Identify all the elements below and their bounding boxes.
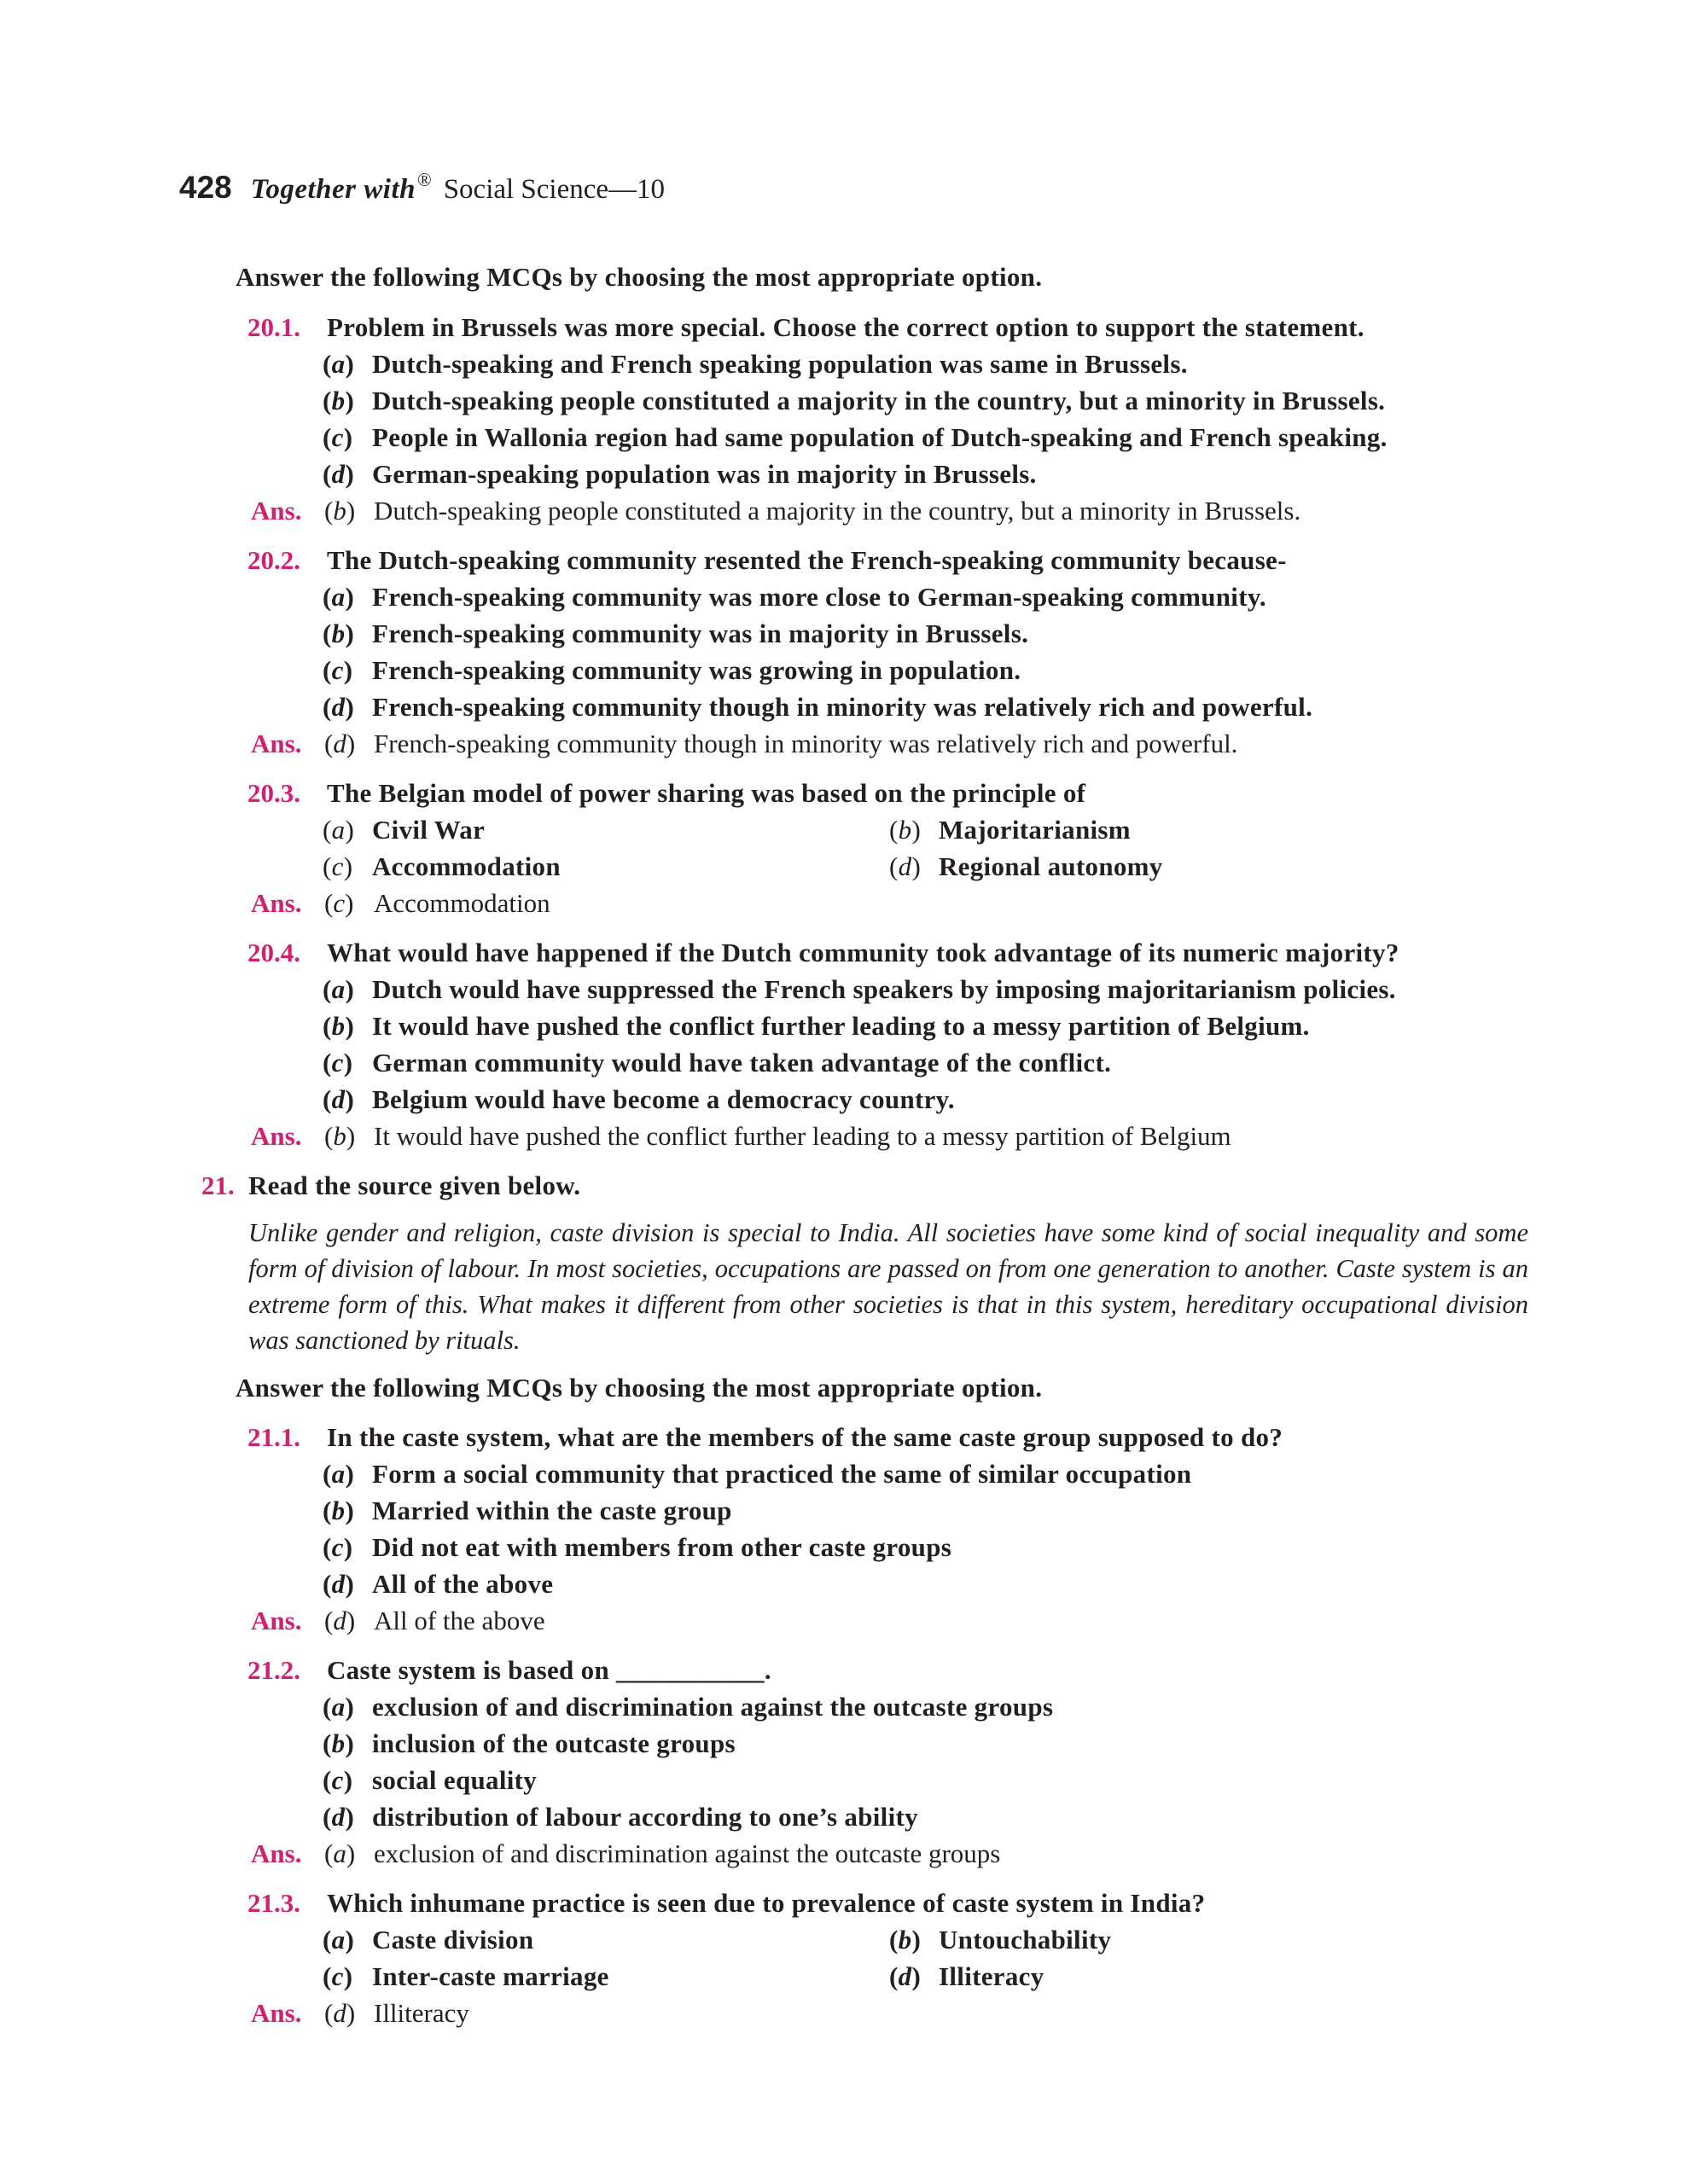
question-number: 21.2.	[247, 1655, 300, 1685]
option: (b) French-speaking community was in majority in Brussels.	[323, 619, 1029, 648]
question-text: Caste system is based on ___________.	[327, 1655, 771, 1685]
option: (c) People in Wallonia region had same population of Dutch-speaking and French speaking.	[323, 422, 1388, 452]
option: (d) Illiteracy	[889, 1961, 1044, 1991]
question-text: Problem in Brussels was more special. Choose the correct option to support the statement.	[327, 312, 1364, 342]
question-text: Read the source given below.	[248, 1170, 581, 1200]
source-passage: Unlike gender and religion, caste division is special to India. All societies have some kind of social inequality and some form of division of labour. In most societies, occupations are passed on from one generation to another. Caste system is an extreme form of this. What makes it different from other societies is that in this system, hereditary occupational division was sanctioned by rituals.	[248, 1218, 1528, 1355]
option: (d) All of the above	[323, 1569, 554, 1599]
question-number: 20.3.	[247, 778, 300, 808]
answer: Ans. (c) Accommodation	[251, 888, 550, 918]
option: (d) Belgium would have become a democracy country.	[323, 1084, 955, 1114]
page-header	[179, 169, 665, 220]
question-text: The Belgian model of power sharing was based on the principle of	[327, 778, 1086, 808]
subject-title: Social Science—10	[443, 174, 666, 205]
option: (b) Dutch-speaking people constituted a majority in the country, but a minority in Brussels.	[323, 386, 1386, 415]
brand-title: Together with	[250, 174, 416, 205]
option: (c) French-speaking community was growing in population.	[323, 655, 1021, 685]
question-number: 21.3.	[247, 1888, 300, 1918]
question-text: Which inhumane practice is seen due to prevalence of caste system in India?	[327, 1888, 1206, 1918]
question-number: 20.1.	[247, 312, 300, 342]
option: (a) exclusion of and discrimination against the outcaste groups	[323, 1692, 1054, 1722]
question	[247, 1420, 300, 1455]
question-number: 21.1.	[247, 1422, 300, 1452]
instruction: Answer the following MCQs by choosing the most appropriate option.	[236, 262, 1043, 292]
question-text: The Dutch-speaking community resented the French-speaking community because-	[327, 545, 1287, 575]
option: (a) Dutch-speaking and French speaking population was same in Brussels.	[323, 349, 1188, 379]
answer: Ans. (b) Dutch-speaking people constituted a majority in the country, but a minority in Brussels.	[251, 496, 1301, 526]
option: (b) Majoritarianism	[889, 815, 1131, 845]
answer: Ans. (a) exclusion of and discrimination against the outcaste groups	[251, 1838, 1001, 1868]
question-number: 20.4.	[247, 938, 300, 967]
option: (a) Caste division	[323, 1925, 534, 1955]
option: (b) Untouchability	[889, 1925, 1112, 1955]
question	[247, 776, 300, 810]
option: (a) Dutch would have suppressed the French speakers by imposing majoritarianism policies.	[323, 974, 1396, 1004]
option: (a) French-speaking community was more close to German-speaking community.	[323, 582, 1266, 612]
instruction: Answer the following MCQs by choosing the most appropriate option.	[236, 1373, 1043, 1403]
option: (b) Married within the caste group	[323, 1496, 732, 1525]
question-number: 20.2.	[247, 545, 300, 575]
option: (b) inclusion of the outcaste groups	[323, 1728, 736, 1758]
option: (d) distribution of labour according to one’s ability	[323, 1802, 918, 1832]
option: (a) Form a social community that practiced the same of similar occupation	[323, 1459, 1192, 1489]
option: (d) German-speaking population was in majority in Brussels.	[323, 459, 1037, 489]
option: (c) Did not eat with members from other caste groups	[323, 1532, 952, 1562]
answer: Ans. (d) Illiteracy	[251, 1998, 469, 2028]
question	[247, 543, 300, 578]
option: (c) Inter-caste marriage	[323, 1961, 609, 1991]
question-text: What would have happened if the Dutch community took advantage of its numeric majority?	[327, 938, 1399, 967]
option: (d) Regional autonomy	[889, 851, 1163, 881]
question	[247, 1886, 300, 1920]
option: (b) It would have pushed the conflict further leading to a messy partition of Belgium.	[323, 1011, 1310, 1041]
question-text: In the caste system, what are the members of the same caste group supposed to do?	[327, 1422, 1283, 1452]
question-number: 21.	[201, 1170, 235, 1200]
option: (a) Civil War	[323, 815, 486, 845]
answer: Ans. (d) All of the above	[251, 1606, 545, 1635]
option: (c) social equality	[323, 1765, 538, 1795]
option: (d) French-speaking community though in minority was relatively rich and powerful.	[323, 692, 1313, 722]
question	[247, 1653, 300, 1687]
answer: Ans. (b) It would have pushed the conflict further leading to a messy partition of Belgium	[251, 1121, 1231, 1151]
question	[247, 936, 300, 970]
option: (c) Accommodation	[323, 851, 561, 881]
page-number: 428	[179, 170, 232, 205]
registered-mark: ®	[416, 169, 432, 190]
answer: Ans. (d) French-speaking community though in minority was relatively rich and powerful.	[251, 729, 1238, 758]
option: (c) German community would have taken advantage of the conflict.	[323, 1048, 1112, 1077]
question	[247, 311, 300, 345]
question	[201, 1169, 235, 1203]
